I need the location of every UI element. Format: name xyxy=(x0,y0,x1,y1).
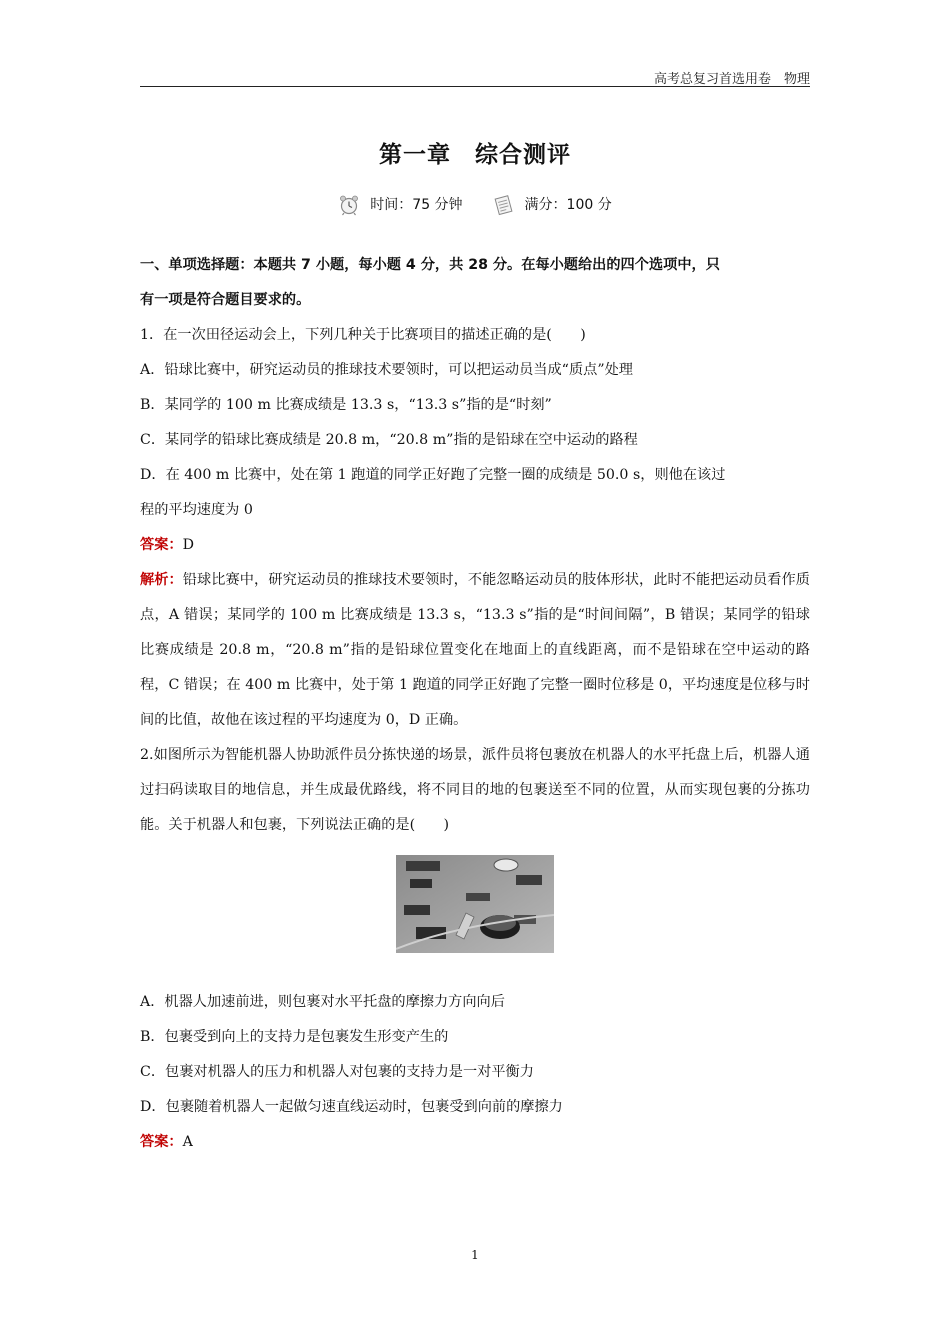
question-1-stem: 1．在一次田径运动会上，下列几种关于比赛项目的描述正确的是( ) xyxy=(140,327,586,343)
question-2-option-c: C．包裹对机器人的压力和机器人对包裹的支持力是一对平衡力 xyxy=(140,1064,534,1080)
analysis-label: 解析： xyxy=(140,572,183,588)
alarm-clock-icon xyxy=(338,194,360,216)
robot-sorting-photo xyxy=(396,855,554,953)
section-heading-line-1: 一、单项选择题：本题共 7 小题，每小题 4 分，共 28 分。在每小题给出的四个选项中，只 xyxy=(140,257,720,273)
question-2-answer xyxy=(140,1125,810,1160)
answer-value: D xyxy=(182,537,194,553)
question-1-analysis xyxy=(140,563,810,738)
question-1-option-c: C．某同学的铅球比赛成绩是 20.8 m，“20.8 m”指的是铅球在空中运动的路程 xyxy=(140,432,638,448)
question-2-option-b: B．包裹受到向上的支持力是包裹发生形变产生的 xyxy=(140,1029,449,1045)
page-title: 第一章 综合测评 xyxy=(379,142,571,168)
exam-meta xyxy=(0,194,950,216)
exam-paper-icon xyxy=(493,194,515,216)
section-heading-line-2: 有一项是符合题目要求的。 xyxy=(140,292,311,308)
answer-value: A xyxy=(182,1134,193,1150)
answer-label: 答案： xyxy=(140,1134,183,1150)
running-header: 高考总复习首选用卷 物理 xyxy=(653,72,810,87)
question-1-option-b: B．某同学的 100 m 比赛成绩是 13.3 s，“13.3 s”指的是“时刻” xyxy=(140,397,552,413)
question-2-stem: 2.如图所示为智能机器人协助派件员分拣快递的场景，派件员将包裹放在机器人的水平托盘上后，机器人通过扫码读取目的地信息，并生成最优路线，将不同目的地的包裹送至不同的位置，从而实现包裹的分拣功能。关于机器人和包裹，下列说法正确的是( ) xyxy=(140,747,810,833)
header-rule xyxy=(140,86,810,87)
analysis-text: 铅球比赛中，研究运动员的推球技术要领时，不能忽略运动员的肢体形状，此时不能把运动员看作质点，A 错误；某同学的 100 m 比赛成绩是 13.3 s，“13.3 s”指的是“时间间隔”，B 错误；某同学的铅球比赛成绩是 20.8 m，“20.8 m”指的是铅球位置变化在地面上的直线距离，而不是铅球在空中运动的路程，C 错误；在 400 m 比赛中，处于第 1 跑道的同学正好跑了完整一圈时位移是 0，平均速度是位移与时间的比值，故他在该过程的平均速度为 0，D 正确。 xyxy=(140,572,810,728)
exam-content xyxy=(140,248,810,1160)
answer-label: 答案： xyxy=(140,537,183,553)
question-2-option-a: A．机器人加速前进，则包裹对水平托盘的摩擦力方向向后 xyxy=(140,994,505,1010)
question-1-option-d-continued: 程的平均速度为 0 xyxy=(140,502,253,518)
question-1-option-a: A．铅球比赛中，研究运动员的推球技术要领时，可以把运动员当成“质点”处理 xyxy=(140,362,633,378)
question-1-answer xyxy=(140,528,810,563)
figure-container xyxy=(140,855,810,965)
full-score: 满分：100 分 xyxy=(524,197,612,213)
question-1-option-d: D．在 400 m 比赛中，处在第 1 跑道的同学正好跑了完整一圈的成绩是 50.0 s，则他在该过 xyxy=(140,467,726,483)
time-limit: 时间：75 分钟 xyxy=(370,197,463,213)
page-number: 1 xyxy=(471,1248,479,1262)
question-2-option-d: D．包裹随着机器人一起做匀速直线运动时，包裹受到向前的摩擦力 xyxy=(140,1099,563,1115)
